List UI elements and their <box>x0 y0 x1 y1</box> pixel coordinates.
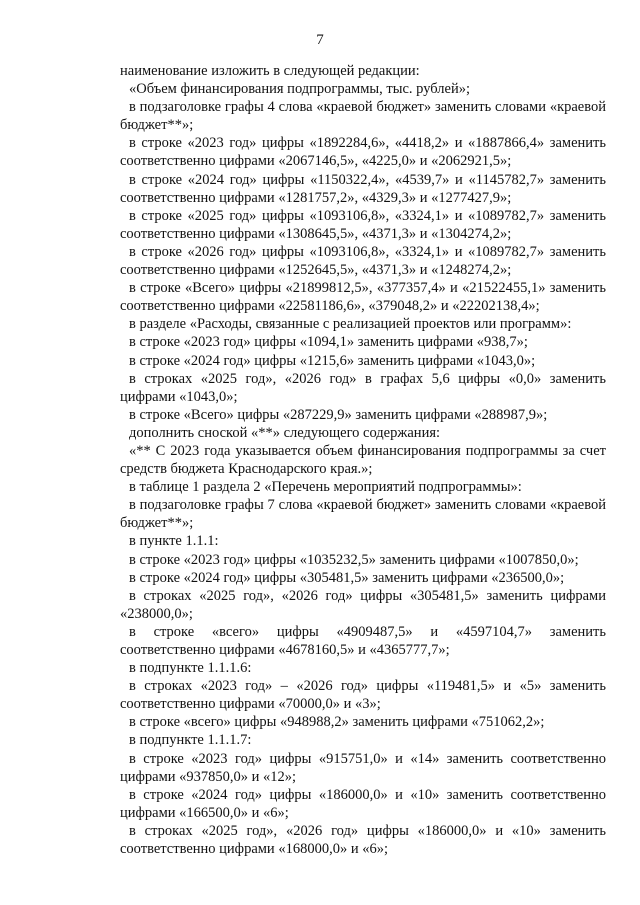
paragraph: в строках «2023 год» – «2026 год» цифры «119481,5» и «5» заменить соответственно цифрами «70000,0» и «3»; <box>120 678 606 713</box>
paragraph: в строках «2025 год», «2026 год» цифры «305481,5» заменить цифрами «238000,0»; <box>120 587 606 622</box>
paragraph: в строке «всего» цифры «948988,2» заменить цифрами «751062,2»; <box>129 714 545 731</box>
paragraph: в строках «2025 год», «2026 год» цифры «186000,0» и «10» заменить соответственно цифрами «168000,0» и «6»; <box>120 822 606 858</box>
paragraph: в подпункте 1.1.1.7: <box>129 732 252 749</box>
paragraph: в строке «2024 год» цифры «1215,6» заменить цифрами «1043,0»; <box>129 352 536 369</box>
paragraph: дополнить сноской «**» следующего содержания: <box>129 424 441 441</box>
paragraph: в строке «Всего» цифры «287229,9» заменить цифрами «288987,9»; <box>129 406 548 423</box>
paragraph: в разделе «Расходы, связанные с реализацией проектов или программ»: <box>129 316 572 333</box>
paragraph: в строке «2026 год» цифры «1093106,8», «3324,1» и «1089782,7» заменить соответственно цифрами «1252645,5», «4371,3» и «1248274,2»; <box>120 243 606 279</box>
paragraph: в строке «2023 год» цифры «1094,1» заменить цифрами «938,7»; <box>129 334 528 351</box>
paragraph: в подзаголовке графы 4 слова «краевой бюджет» заменить словами «краевой бюджет**»; <box>120 99 606 134</box>
paragraph: в строках «2025 год», «2026 год» в графах 5,6 цифры «0,0» заменить цифрами «1043,0»; <box>120 370 606 405</box>
paragraph: «Объем финансирования подпрограммы, тыс. рублей»; <box>129 81 470 98</box>
paragraph: в подзаголовке графы 7 слова «краевой бюджет» заменить словами «краевой бюджет**»; <box>120 497 606 532</box>
paragraph: в строке «Всего» цифры «21899812,5», «377357,4» и «21522455,1» заменить соответственно цифрами «22581186,6», «379048,2» и «22202138,4»; <box>120 280 606 315</box>
paragraph: в строке «2024 год» цифры «186000,0» и «10» заменить соответственно цифрами «166500,0» и «6»; <box>120 786 606 821</box>
paragraph: в пункте 1.1.1: <box>129 533 219 550</box>
paragraph: в таблице 1 раздела 2 «Перечень мероприятий подпрограммы»: <box>129 479 522 496</box>
paragraph: в строке «2024 год» цифры «1150322,4», «4539,7» и «1145782,7» заменить соответственно цифрами «1281757,2», «4329,3» и «1277427,9»; <box>120 171 606 206</box>
paragraph: в строке «2023 год» цифры «1892284,6», «4418,2» и «1887866,4» заменить соответственно цифрами «2067146,5», «4225,0» и «2062921,5»; <box>120 135 606 170</box>
paragraph: в строке «2023 год» цифры «1035232,5» заменить цифрами «1007850,0»; <box>129 551 579 568</box>
paragraph: в строке «2024 год» цифры «305481,5» заменить цифрами «236500,0»; <box>129 569 565 586</box>
paragraph: в строке «всего» цифры «4909487,5» и «4597104,7» заменить соответственно цифрами «4678160,5» и «4365777,7»; <box>120 623 606 658</box>
paragraph: наименование изложить в следующей редакции: <box>120 63 420 79</box>
document-body <box>120 62 606 858</box>
page-number: 7 <box>316 32 324 48</box>
paragraph: в подпункте 1.1.1.6: <box>129 660 252 677</box>
paragraph: в строке «2025 год» цифры «1093106,8», «3324,1» и «1089782,7» заменить соответственно цифрами «1308645,5», «4371,3» и «1304274,2»; <box>120 207 606 242</box>
paragraph: в строке «2023 год» цифры «915751,0» и «14» заменить соответственно цифрами «937850,0» и «12»; <box>120 750 606 785</box>
footnote-text: «** С 2023 года указывается объем финансирования подпрограммы за счет средств бюджета Краснодарского края.»; <box>120 442 606 478</box>
